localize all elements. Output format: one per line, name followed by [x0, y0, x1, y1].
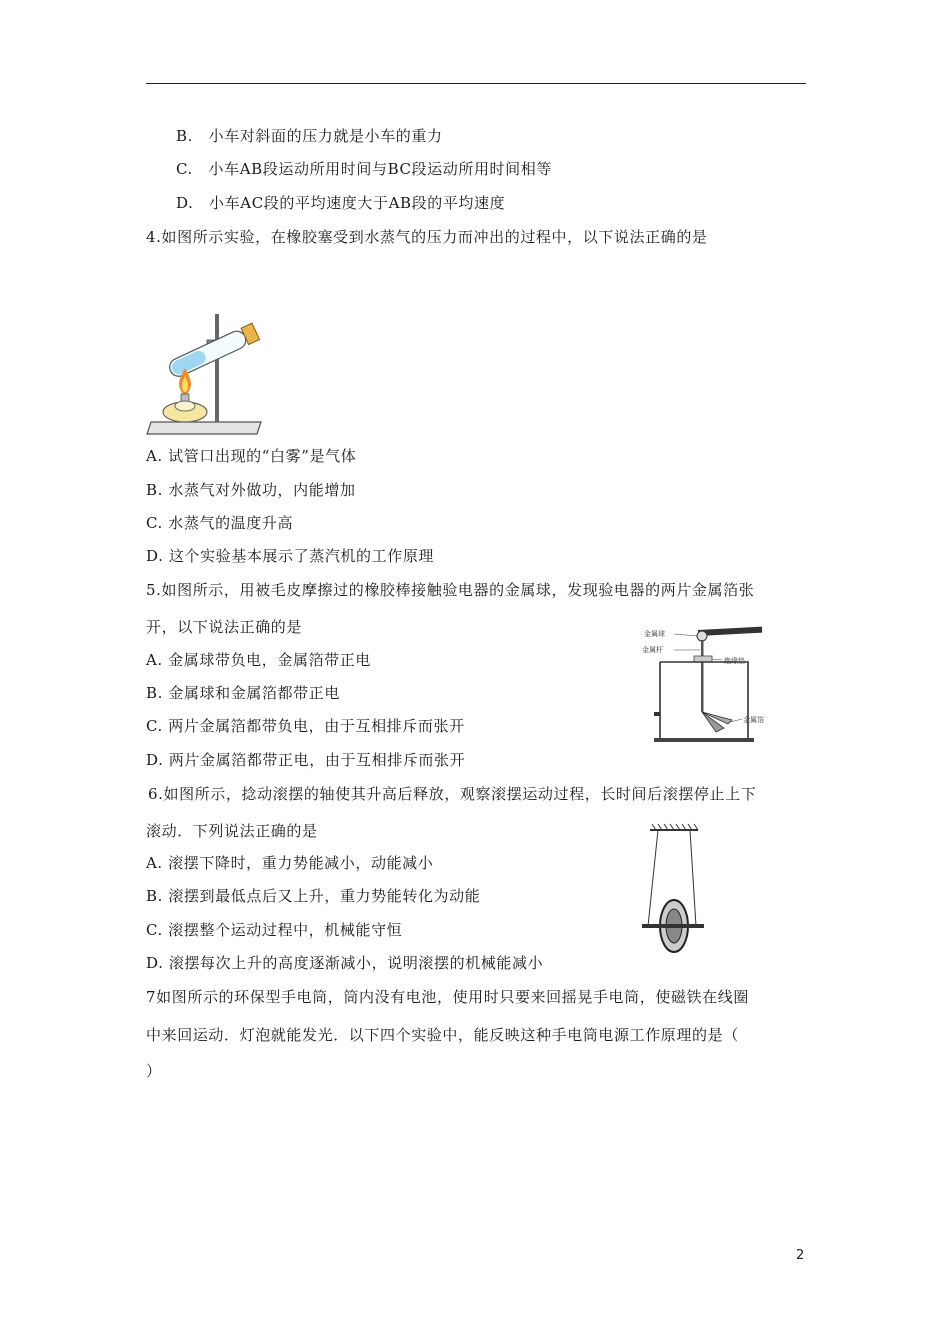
q6-option-c: C. 滚摆整个运动过程中，机械能守恒	[146, 921, 403, 939]
q7-line1: 7如图所示的环保型手电筒，筒内没有电池，使用时只要来回摇晃手电筒，使磁铁在线圈	[146, 988, 749, 1006]
label-insulator: 绝缘垫	[724, 657, 745, 665]
q7-line2: 中来回运动．灯泡就能发光．以下四个实验中，能反映这种手电筒电源工作原理的是（	[146, 1026, 739, 1044]
q5-stem-line1: 5.如图所示，用被毛皮摩擦过的橡胶棒接触验电器的金属球，发现验电器的两片金属箔张	[146, 581, 755, 599]
q5-option-a: A. 金属球带负电，金属箔带正电	[146, 651, 371, 669]
q7-line3: ）	[146, 1062, 162, 1080]
label-metal-rod: 金属杆	[642, 646, 663, 654]
header-rule	[146, 83, 806, 84]
q6-stem-line2: 滚动．下列说法正确的是	[146, 822, 318, 840]
q6-option-a: A. 滚摆下降时，重力势能减小，动能减小	[146, 854, 434, 872]
q5-option-d: D. 两片金属箔都带正电，由于互相排斥而张开	[146, 751, 466, 769]
q6-option-b: B. 滚摆到最低点后又上升，重力势能转化为动能	[146, 887, 481, 905]
page-number: 2	[796, 1248, 805, 1263]
q4-option-c: C. 水蒸气的温度升高	[146, 514, 294, 532]
test-tube-experiment-figure	[145, 310, 267, 436]
electroscope-figure	[640, 624, 770, 748]
q4-option-b: B. 水蒸气对外做功，内能增加	[146, 481, 356, 499]
q4-option-a: A. 试管口出现的“白雾”是气体	[146, 447, 357, 465]
q4-stem: 4.如图所示实验，在橡胶塞受到水蒸气的压力而冲出的过程中，以下说法正确的是	[146, 228, 708, 246]
q3-option-b: B. 小车对斜面的压力就是小车的重力	[176, 127, 443, 145]
rolling-pendulum-figure	[634, 822, 710, 956]
q5-option-b: B. 金属球和金属箔都带正电	[146, 684, 340, 702]
q3-option-c: C. 小车AB段运动所用时间与BC段运动所用时间相等	[176, 160, 552, 178]
q5-option-c: C. 两片金属箔都带负电，由于互相排斥而张开	[146, 717, 465, 735]
q6-stem-line1: 6.如图所示，捻动滚摆的轴使其升高后释放，观察滚摆运动过程，长时间后滚摆停止上下	[148, 785, 757, 803]
label-metal-ball: 金属球	[644, 630, 665, 638]
q3-option-d: D. 小车AC段的平均速度大于AB段的平均速度	[176, 194, 506, 212]
q5-stem-line2: 开，以下说法正确的是	[146, 618, 303, 636]
label-metal-foil: 金属箔	[743, 716, 764, 724]
q4-option-d: D. 这个实验基本展示了蒸汽机的工作原理	[146, 547, 435, 565]
q6-option-d: D. 滚摆每次上升的高度逐渐减小，说明滚摆的机械能减小	[146, 954, 544, 972]
